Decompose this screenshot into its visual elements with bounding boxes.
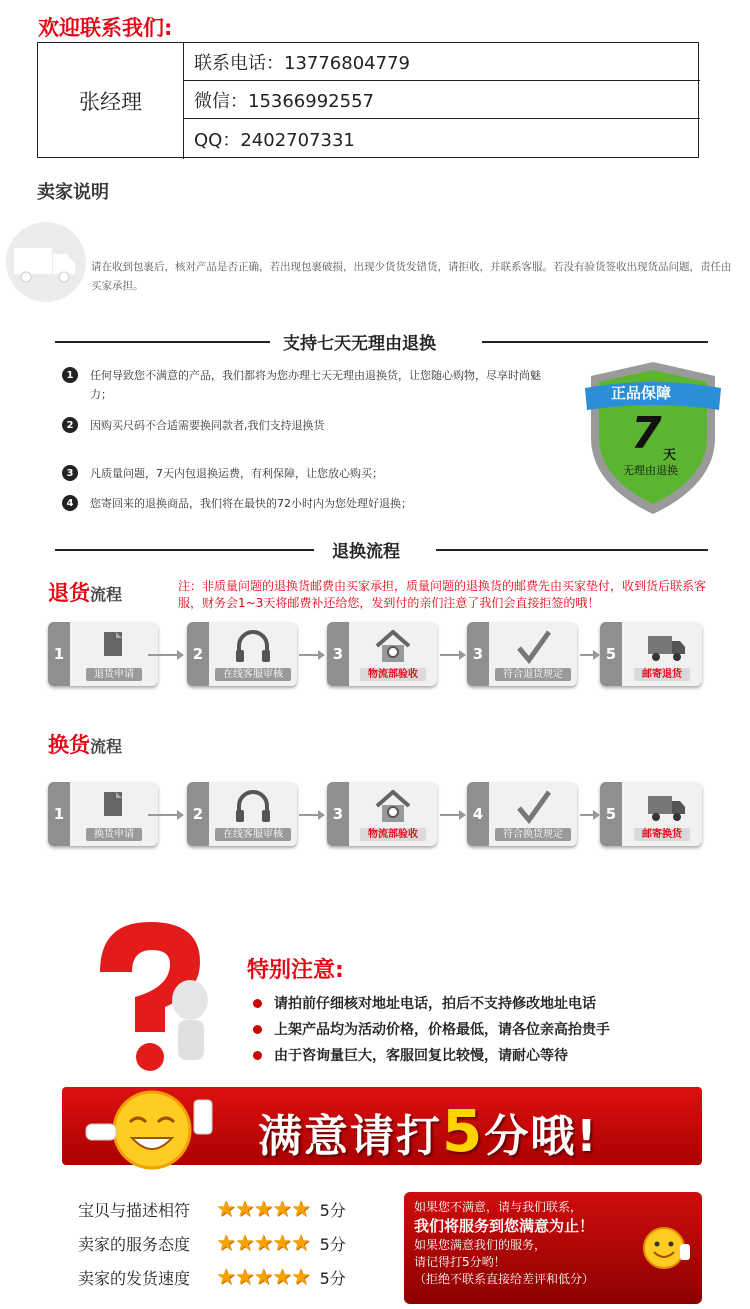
badge-sub: 无理由退换 [623,464,678,477]
step-label: 物流部验收 [360,828,426,841]
arrow-icon [299,654,319,656]
contact-qq: QQ：2402707331 [194,130,355,151]
process-title: 退换流程 [332,542,400,562]
seller-title: 卖家说明 [37,182,109,203]
truck-icon [646,630,686,664]
return-label-red: 退货 [48,581,90,605]
step-label: 邮寄换货 [634,828,690,841]
smiley-thumbs-up-icon [82,1080,217,1180]
step-label: 邮寄退货 [634,668,690,681]
notice-item [253,1045,568,1065]
house-search-icon [373,790,413,824]
divider [482,341,708,343]
rating-row [78,1226,346,1260]
star-rating-icon: ★★★★★ [216,1196,310,1222]
seller-text: 请在收到包裹后，核对产品是否正确，若出现包裹破损，出现少货货发错货，请拒收，并联系客服。若没有验货签收出现货品问题，责任由买家承担。 [91,261,732,292]
exchange-flow-label [48,729,122,759]
arrow-icon [148,654,178,656]
divider [436,549,708,551]
badge-day: 天 [663,448,677,463]
badge-top-text: 正品保障 [611,384,672,402]
exchange-step [467,782,577,846]
question-mark-figure-icon [70,912,240,1087]
smiley-icon [640,1222,692,1274]
notice-title: 特别注意: [247,958,344,983]
return-step [600,622,702,686]
redbox-line: 我们将服务到您满意为止！ [414,1217,595,1235]
rating-row [78,1192,346,1226]
arrow-icon [299,814,319,816]
step-number: 3 [467,622,489,686]
return-step [48,622,158,686]
divider [55,549,314,551]
policy-item [62,494,552,513]
rating-label: 宝贝与描述相符 [78,1200,191,1220]
checkmark-icon [513,790,553,824]
policy-item [62,464,552,483]
redbox-line: （拒绝不联系直接给差评和低分） [414,1272,595,1286]
banner-post: 分哦! [484,1111,599,1162]
step-label: 在线客服审核 [215,668,291,681]
arrow-icon [440,814,460,816]
document-icon [94,630,134,664]
rating-label: 卖家的发货速度 [78,1268,191,1288]
step-number: 2 [187,622,209,686]
exchange-step [187,782,297,846]
return-step [187,622,297,686]
notice-text: 请拍前仔细核对地址电话，拍后不支持修改地址电话 [274,996,596,1012]
ratings [78,1192,346,1294]
step-number: 3 [327,782,349,846]
return-label-gray: 流程 [90,585,123,604]
rating-score: 5分 [319,1268,346,1288]
step-label: 符合退货规定 [495,668,571,681]
return-note: 注：非质量问题的退换货邮费由买家承担，质量问题的退换货的邮费先由买家垫付，收到货后联系客服，财务会1~3天将邮费补还给您，发到付的亲们注意了我们会直接拒签的哦！ [178,579,707,610]
rating-row [78,1260,346,1294]
number-badge: 2 [62,417,78,433]
banner-text [258,1097,598,1165]
redbox-line: 如果您满意我们的服务， [414,1238,547,1252]
house-search-icon [373,630,413,664]
arrow-icon [580,814,594,816]
truck-icon [646,790,686,824]
return-policy-title: 支持七天无理由退换 [283,334,436,354]
banner-pre: 满意请打 [258,1111,442,1162]
exchange-label-gray: 流程 [90,737,123,756]
policy-item [62,366,552,404]
contact-phone: 联系电话：13776804779 [184,43,700,81]
return-step [467,622,577,686]
banner-five: 5 [442,1097,485,1165]
contact-name: 张经理 [38,43,184,159]
rating-score: 5分 [319,1234,346,1254]
return-step [327,622,437,686]
step-number: 1 [48,622,70,686]
step-label: 在线客服审核 [215,828,291,841]
headphones-icon [233,790,273,824]
bullet-icon [253,999,262,1008]
star-rating-icon: ★★★★★ [216,1230,310,1256]
redbox-line: 请记得打5分哟！ [414,1255,506,1269]
exchange-step [48,782,158,846]
rating-label: 卖家的服务态度 [78,1234,191,1254]
document-icon [94,790,134,824]
headphones-icon [233,630,273,664]
step-number: 5 [600,782,622,846]
policy-text: 因购买尺码不合适需要换同款者,我们支持退换货 [90,419,325,432]
policy-text: 任何导致您不满意的产品，我们都将为您办理七天无理由退换货，让您随心购物，尽享时尚魅力； [90,369,541,401]
star-rating-icon: ★★★★★ [216,1264,310,1290]
step-number: 2 [187,782,209,846]
badge-number: 7 [631,408,662,459]
notice-text: 上架产品均为活动价格，价格最低，请各位亲高抬贵手 [274,1022,610,1038]
contact-wechat: 微信：15366992557 [184,81,700,119]
notice-item [253,993,596,1013]
step-number: 3 [327,622,349,686]
exchange-step [600,782,702,846]
divider [55,341,270,343]
return-flow-label [48,577,122,607]
number-badge: 4 [62,495,78,511]
redbox-line: 如果您不满意，请与我们联系， [414,1200,583,1214]
step-label: 符合换货规定 [495,828,571,841]
number-badge: 3 [62,465,78,481]
notice-item [253,1019,610,1039]
rating-score: 5分 [319,1200,346,1220]
notice-text: 由于咨询量巨大，客服回复比较慢，请耐心等待 [274,1048,568,1064]
policy-text: 您寄回来的退换商品，我们将在最快的72小时内为您处理好退换； [90,497,412,510]
policy-text: 凡质量问题，7天内包退换运费，有利保障，让您放心购买； [90,467,383,480]
bullet-icon [253,1025,262,1034]
step-label: 退货申请 [86,668,142,681]
step-number: 5 [600,622,622,686]
satisfaction-box [404,1192,702,1304]
step-label: 换货申请 [86,828,142,841]
contact-table [37,42,699,158]
arrow-icon [148,814,178,816]
bullet-icon [253,1051,262,1060]
arrow-icon [580,654,594,656]
step-number: 1 [48,782,70,846]
step-number: 4 [467,782,489,846]
exchange-step [327,782,437,846]
contact-title: 欢迎联系我们: [38,16,173,40]
number-badge: 1 [62,367,78,383]
exchange-label-red: 换货 [48,733,90,757]
truck-icon [6,222,86,302]
arrow-icon [440,654,460,656]
guarantee-shield-icon [583,358,723,518]
step-label: 物流部验收 [360,668,426,681]
checkmark-icon [513,630,553,664]
policy-item [62,416,552,435]
